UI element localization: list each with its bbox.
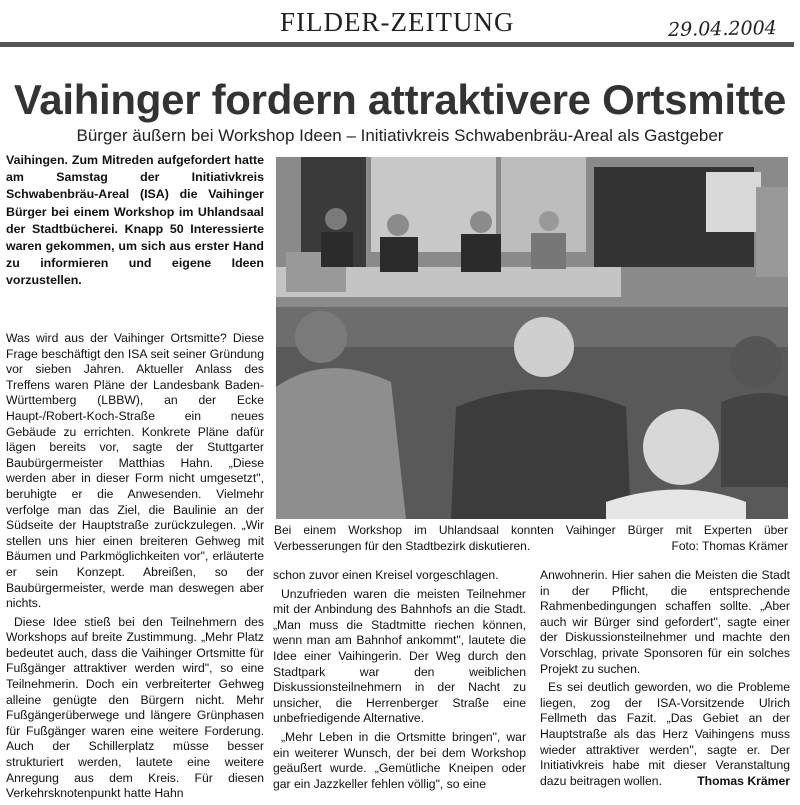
article-column-1 <box>6 331 264 805</box>
caption-text: Bei einem Workshop im Uhlandsaal konnten Vaihinger Bürger mit Experten über Verbesserungen für den Stadtbezirk diskutieren. <box>274 523 788 553</box>
article-column-2 <box>273 568 526 795</box>
handwritten-date: 29.04.2004 <box>667 17 777 41</box>
workshop-photo <box>276 157 788 519</box>
paragraph: schon zuvor einen Kreisel vorgeschlagen. <box>273 568 499 582</box>
subheadline: Bürger äußern bei Workshop Ideen – Initiativkreis Schwabenbräu-Areal als Gastgeber <box>76 126 724 145</box>
paragraph <box>540 680 790 789</box>
paragraph-text: Es sei deutlich geworden, wo die Probleme liegen, zog der ISA-Vorsitzende Ulrich Fellmeth das Fazit. „Das Gebiet an der Hauptstraße als das Herz Vaihingens muss wieder attraktiver werden", sagte er. Der Initiativkreis habe mit dieser Veranstaltung dazu beitragen wollen. <box>540 680 790 788</box>
paragraph: „Mehr Leben in die Ortsmitte bringen", war ein weiterer Wunsch, der bei dem Workshop geäußert wurde. „Gemütliche Kneipen oder gar ein Jazzkeller fehlen völlig", so eine <box>273 729 526 791</box>
lead-paragraph: Vaihingen. Zum Mitreden aufgefordert hatte am Samstag der Initiativkreis Schwabenbräu-Areal (ISA) die Vaihinger Bürger bei einem Workshop im Uhlandsaal der Stadtbücherei. Knapp 50 Interessierte waren gekommen, um sich aus erster Hand zu informieren und eigene Ideen vorzustellen. <box>6 153 264 288</box>
article-column-3 <box>540 568 790 792</box>
paragraph: Diese Idee stieß bei den Teilnehmern des Workshops auf breite Zustimmung. „Mehr Platz bedeutet auch, dass die Vaihinger Ortsmitte für Fußgänger attraktiver werden wird", so eine Teilnehmerin. Doch ein verbreiterter Gehweg alleine genügte den Bürgern nicht. Mehr Fußgängerüberwege und längere Grünphasen für Fußgänger waren eine weitere Forderung. Auch der Schillerplatz müsse besser strukturiert werden, lautete eine weitere Anregung aus dem Kreis. Für diesen Verkehrsknotenpunkt hatte Hahn <box>6 614 264 801</box>
photo-credit: Foto: Thomas Krämer <box>671 538 788 553</box>
paragraph: Unzufrieden waren die meisten Teilnehmer mit der Anbindung des Bahnhofs an die Stadt. „Man muss die Stadtmitte riechen können, wenn man am Bahnhof ankommt", lautete die Idee einer Vaihingerin. Der Weg durch den Stadtpark war den weiblichen Diskussionsteilnehmern in der Nacht zu unsicher, die Herrenberger Straße eine unbefriedigende Alternative. <box>273 586 526 726</box>
photo-caption <box>274 523 788 555</box>
paragraph: Was wird aus der Vaihinger Ortsmitte? Diese Frage beschäftigt den ISA seit seiner Gründung vor sieben Jahren. Aktueller Anlass des Treffens waren Pläne der Landesbank Baden-Württemberg (LBBW), an der Ecke Haupt-/Robert-Koch-Straße ein neues Gebäude zu errichten. Konkrete Pläne dafür lägen bereits vor, sagte der Stuttgarter Baubürgermeister Matthias Hahn. „Diese werden aber in dieser Form nicht umgesetzt", beruhigte er die Anwesenden. Vielmehr verfolge man das Ziel, die Baulinie an der Südseite der Hauptstraße zurückzulegen. „Wir stellen uns hier einen breiteren Gehweg mit Bäumen und Parkmöglichkeiten vor", erläuterte er sein Konzept. Abreißen, so der Baubürgermeister, werde man deswegen aber nichts. <box>6 331 264 611</box>
paragraph: Anwohnerin. Hier sahen die Meisten die Stadt in der Pflicht, die entsprechende Rahmenbedingungen schaffen sollte. „Aber auch wir Bürger sind gefordert", sagte einer der Diskussionsteilnehmer und machte den Vorschlag, private Sponsoren für ein solches Projekt zu suchen. <box>540 568 790 676</box>
workshop-photo-image <box>276 157 788 519</box>
masthead-rule <box>0 42 794 47</box>
newspaper-name: FILDER-ZEITUNG <box>280 7 515 37</box>
author-byline: Thomas Krämer <box>697 773 790 788</box>
masthead <box>0 0 800 52</box>
headline: Vaihinger fordern attraktivere Ortsmitte <box>13 76 787 123</box>
